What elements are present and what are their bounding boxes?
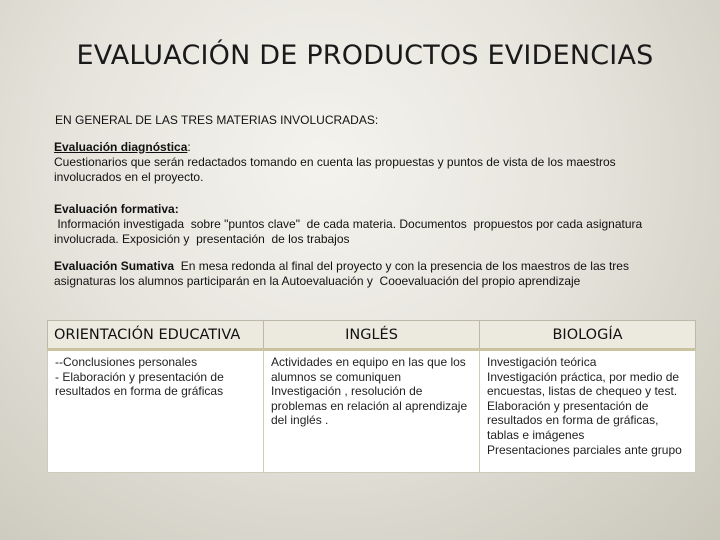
summative-line: En mesa redonda al final del proyecto y con la presencia de los maestros de las tres	[174, 259, 629, 273]
cell-line: tablas e imágenes	[487, 427, 585, 442]
diagnostic-line: Cuestionarios que serán redactados tomando en cuenta las propuestas y puntos de vista de los maestros	[54, 155, 616, 169]
subjects-table	[47, 320, 696, 473]
formative-line: Información investigada sobre "puntos clave" de cada materia. Documentos propuestos por cada asignatura	[54, 217, 643, 231]
header-ingles: INGLÉS	[264, 321, 480, 350]
diagnostic-label: Evaluación diagnóstica	[54, 140, 188, 154]
cell-orientacion	[48, 350, 264, 473]
cell-line: - Elaboración y presentación de	[55, 369, 224, 384]
cell-line: resultados en forma de gráficas,	[487, 413, 659, 428]
cell-line: Investigación práctica, por medio de	[487, 369, 680, 384]
slide-title: EVALUACIÓN DE PRODUCTOS EVIDENCIAS	[76, 40, 654, 71]
diagnostic-line: involucrados en el proyecto.	[54, 170, 204, 184]
cell-ingles	[264, 350, 480, 473]
header-biologia: BIOLOGÍA	[480, 321, 696, 350]
summative-line: asignaturas los alumnos participarán en la Autoevaluación y Cooevaluación del propio aprendizaje	[54, 274, 581, 288]
formative-evaluation	[54, 202, 654, 247]
cell-line: Presentaciones parciales ante grupo	[487, 442, 682, 457]
cell-line: alumnos se comuniquen	[271, 369, 402, 384]
cell-line: problemas en relación al aprendizaje	[271, 398, 468, 413]
formative-label: Evaluación formativa:	[54, 202, 179, 216]
summative-evaluation	[54, 259, 654, 289]
formative-line: involucrada. Exposición y presentación de los trabajos	[54, 232, 350, 246]
intro-text: EN GENERAL DE LAS TRES MATERIAS INVOLUCRADAS:	[55, 113, 379, 127]
cell-biologia	[480, 350, 696, 473]
diagnostic-evaluation	[54, 140, 654, 185]
cell-line: Actividades en equipo en las que los	[271, 355, 466, 369]
table-header-row	[48, 321, 696, 350]
cell-line: Investigación , resolución de	[271, 384, 423, 399]
cell-line: --Conclusiones personales	[55, 355, 198, 369]
cell-line: resultados en forma de gráficas	[55, 384, 224, 399]
table-row	[48, 350, 696, 473]
cell-line: encuestas, listas de chequeo y test.	[487, 384, 678, 399]
cell-line: del inglés .	[271, 413, 329, 428]
summative-label: Evaluación Sumativa	[54, 259, 175, 273]
header-orientacion: ORIENTACIÓN EDUCATIVA	[48, 321, 264, 350]
cell-line: Investigación teórica	[487, 355, 597, 369]
cell-line: Elaboración y presentación de	[487, 398, 649, 413]
diagnostic-colon: :	[187, 140, 191, 154]
